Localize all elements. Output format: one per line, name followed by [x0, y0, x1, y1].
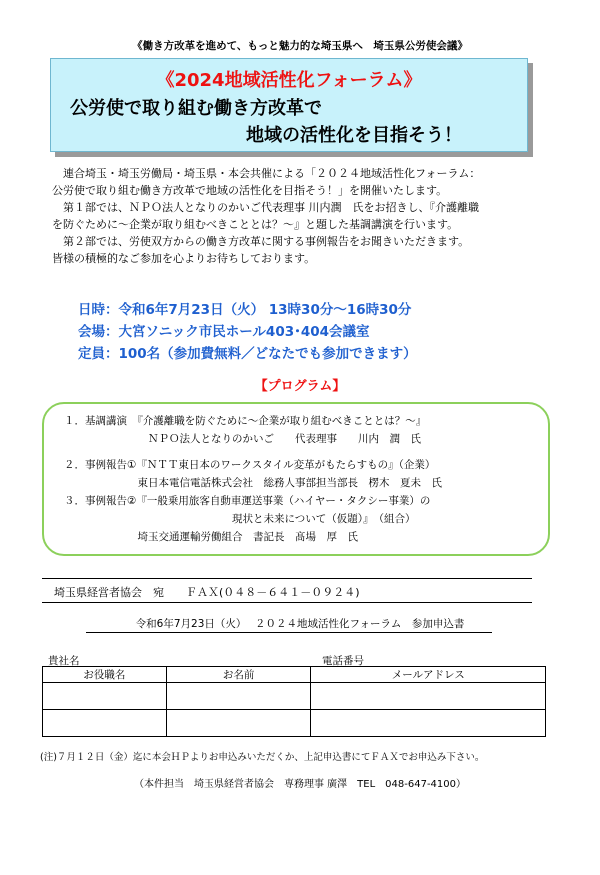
table-row — [43, 710, 546, 737]
intro-line: を防ぐために～企業が取り組むべきこととは？～』と題した基調講演を行います。 — [52, 218, 459, 231]
application-note: (注)７月１２日（金）迄に本会ＨＰよりお申込みいただくか、上記申込書にてＦＡＸでお申込み下さい。 — [40, 752, 485, 763]
forum-subtitle-line1: 公労使で取り組む働き方改革で — [70, 98, 322, 119]
intro-line: 連合埼玉・埼玉労働局・埼玉県・本会共催による「２０２４地域活性化フォーラム： — [52, 167, 481, 180]
event-capacity: 定員：100名（参加費無料／どなたでも参加できます） — [78, 346, 417, 362]
intro-paragraph — [52, 165, 552, 267]
name-cell[interactable] — [166, 683, 311, 710]
fax-divider — [42, 602, 532, 603]
position-cell[interactable] — [43, 683, 167, 710]
application-form-title: 令和6年7月23日（火） ２０２４地域活性化フォーラム 参加申込書 — [135, 618, 465, 630]
program-line: ３．事例報告②『一般乗用旅客自動車運送事業（ハイヤー・タクシー事業）の — [64, 495, 431, 507]
position-header: お役職名 — [43, 667, 167, 683]
intro-line: 第１部では、ＮＰＯ法人となりのかいご代表理事 川内潤 氏をお招きし、『介護離職 — [52, 201, 479, 214]
forum-title: 《2024地域活性化フォーラム》 — [156, 70, 422, 91]
event-datetime: 日時：令和6年7月23日（火） 13時30分～16時30分 — [78, 302, 412, 318]
event-venue: 会場：大宮ソニック市民ホール403･404会議室 — [78, 324, 370, 340]
name-cell[interactable] — [166, 710, 311, 737]
form-top-divider — [42, 578, 532, 579]
email-cell[interactable] — [311, 710, 546, 737]
table-header-row — [43, 667, 546, 683]
intro-line: 皆様の積極的なご参加を心よりお待ちしております。 — [52, 252, 316, 265]
program-line: 現状と未来について（仮題）』 （組合） — [64, 513, 416, 525]
email-header: メールアドレス — [311, 667, 546, 683]
tagline: 《働き方改革を進めて、もっと魅力的な埼玉県へ 埼玉県公労使会議》 — [132, 40, 468, 52]
fax-destination: 埼玉県経営者協会 宛 ＦＡＸ(０４８－６４１－０９２４) — [54, 586, 360, 599]
name-header: お名前 — [166, 667, 311, 683]
form-title-underline — [86, 632, 492, 633]
program-line: ＮＰＯ法人となりのかいご 代表理事 川内 潤 氏 — [64, 433, 421, 445]
program-line: 埼玉交通運輸労働組合 書記長 髙場 厚 氏 — [64, 531, 358, 543]
intro-line: 公労使で取り組む働き方改革で地域の活性化を目指そう！」を開催いたします。 — [52, 184, 448, 197]
program-box — [42, 402, 550, 556]
contact-info: （本件担当 埼玉県経営者協会 専務理事 廣澤 TEL 048-647-4100） — [133, 779, 467, 790]
program-line: １．基調講演 『介護離職を防ぐために～企業が取り組むべきこととは？～』 — [64, 415, 427, 427]
position-cell[interactable] — [43, 710, 167, 737]
phone-number-label: 電話番号 — [322, 655, 364, 667]
forum-subtitle-line2: 地域の活性化を目指そう！ — [246, 125, 462, 146]
intro-line: 第２部では、労使双方からの働き方改革に関する事例報告をお聞きいただきます。 — [52, 235, 470, 248]
program-heading: 【プログラム】 — [254, 379, 346, 394]
table-row — [43, 683, 546, 710]
program-line: 東日本電信電話株式会社 総務人事部担当部長 楞木 夏未 氏 — [64, 477, 442, 489]
company-name-label: 貴社名 — [48, 655, 80, 667]
program-line: ２．事例報告①『ＮＴＴ東日本のワークスタイル変革がもたらすもの』（企業） — [64, 459, 436, 471]
registration-table — [42, 666, 546, 737]
email-cell[interactable] — [311, 683, 546, 710]
